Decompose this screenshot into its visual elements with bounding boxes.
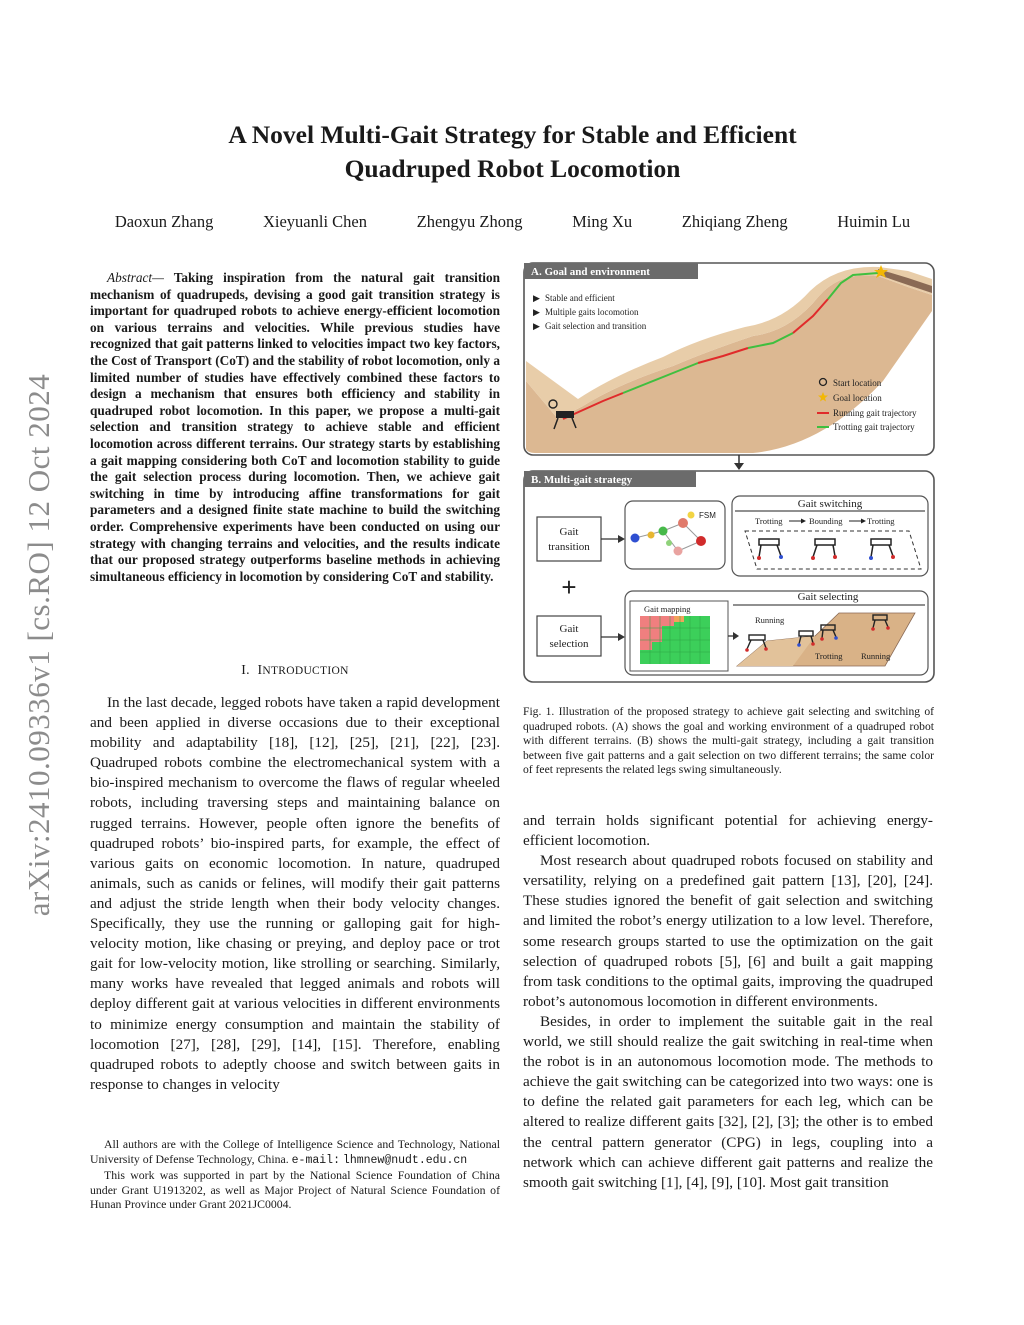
section-heading-introduction: I. INTRODUCTION [241, 662, 349, 677]
plus-sign: + [561, 572, 577, 602]
author: Zhengyu Zhong [416, 212, 523, 231]
svg-text:Goal location: Goal location [833, 393, 882, 403]
panel-a-title: A. Goal and environment [531, 266, 650, 278]
svg-text:Trotting: Trotting [815, 651, 843, 661]
fsm-label: FSM [699, 511, 716, 520]
author: Huimin Lu [837, 212, 911, 231]
title-line-2: Quadruped Robot Locomotion [344, 154, 681, 183]
panel-a-bullet: Gait selection and transition [545, 321, 647, 331]
title-line-1: A Novel Multi-Gait Strategy for Stable and Efficient [228, 120, 797, 149]
panel-b-title: B. Multi-gait strategy [531, 474, 633, 486]
svg-text:Gait: Gait [559, 623, 579, 635]
svg-text:transition: transition [548, 541, 590, 553]
author: Daoxun Zhang [114, 212, 214, 231]
paragraph: In the last decade, legged robots have taken a rapid development and been applied in diverse occasions due to their exceptional mobility and adaptability [18], [12], [25], [21], [22], [23]. Quadruped robots combine the electromechanical system with a bio-inspired mechanism to overcome the flaws of regular wheeled robots, including traversing steps and maintaining balance on rugged terrains. However, people often ignore the benefits of quadruped robots’ bio-inspired parts, for example, the effect of various gaits on economic locomotion. In nature, quadruped animals, such as canids or felines, will modify their gait patterns and adjust the stride length when their body velocity changes. Specifically, they use the running or galloping gait for high-velocity motion, like chasing or preying, and deploy pace or trot gait for low-velocity motion, like strolling or searching. Similarly, many works have revealed that legged animals and robots will deploy different gait at various velocities in different environments to minimize energy consumption and maintain the stability of locomotion [27], [28], [29], [14], [15]. Therefore, enabling quadruped robots to adeptly choose and switch between gaits in response to changes in velocity [90, 694, 500, 1093]
intro-left-column [90, 693, 500, 1095]
gait-selection-box [537, 616, 601, 656]
arxiv-id[interactable]: arXiv:2410.09336v1 [cs.RO] 12 Oct 2024 [21, 373, 56, 917]
svg-text:selection: selection [549, 638, 589, 650]
paragraph: Most research about quadruped robots focused on stability and versatility, relying on a predefined gait pattern [13], [20], [24]. These studies ignored the benefit of gait selection and switching and limited the robot’s energy utilization to a low level. Therefore, some research groups started to use the optimization on the gait selection of quadruped robots [5], [6] and built a gait mapping from task conditions to the optimal gaits, improving the quadruped robot’s autonomous locomotion in different environments. [523, 852, 933, 1010]
footnote-affiliation: All authors are with the College of Intelligence Science and Technology, National University of Defense Technology, China. e-mail: lhmnew@nudt.edu.cn [90, 1137, 500, 1167]
gait-switching-label: Gait switching [797, 498, 863, 510]
svg-text:Trotting gait trajectory: Trotting gait trajectory [833, 422, 915, 432]
svg-text:Running gait trajectory: Running gait trajectory [833, 408, 917, 418]
svg-text:Bounding: Bounding [809, 516, 843, 526]
abstract-text: Taking inspiration from the natural gait transition mechanism of quadrupeds, devising a good gait transition strategy is important for quadruped robots to achieve energy-efficient locomotion on various terrains and velocities. While previous studies have recognized that gait patterns linked to velocities impact two key factors, the Cost of Transport (CoT) and the stability of robot locomotion, only a limited number of studies have effectively combined these factors to design a mechanism that ensures both efficiency and stability in quadruped robot locomotion. In this paper, we propose a multi-gait selection and transition strategy to achieve stable and efficient locomotion across different terrains. Our strategy starts by establishing a gait mapping considering both CoT and locomotion stability to guide the gait selection process during locomotion. Then, we achieve gait switching in time by introducing affine transformations for gait parameters and a designed finite state machine to build the switching order. Comprehensive experiments have been conducted on using our strategy with changing terrains and velocities, and the results indicate that our proposed strategy outperforms baseline methods in achieving simultaneous efficiency in locomotion by considering CoT and stability. [90, 270, 500, 584]
author-list [90, 212, 935, 232]
abstract-label: Abstract [107, 270, 153, 285]
paragraph: Besides, in order to implement the suitable gait in the real world, we still should realize the gait switching in real-time when the robot is in an autonomous locomotion mode. The methods to achieve the gait switching can be categorized into two ways: one is to define the related gait parameters for each leg, which can be altered to realize different gaits [32], [2], [3]; the other is to embed the central pattern generator (CPG) in legs, coupling into a network which can achieve different gait patterns and realize the smooth gait switching [1], [4], [9], [10]. Most gait transition [523, 1012, 933, 1191]
svg-text:▶: ▶ [533, 307, 540, 317]
svg-text:Start location: Start location [833, 378, 882, 388]
svg-text:Gait: Gait [559, 526, 579, 538]
svg-text:Running: Running [861, 651, 891, 661]
intro-right-column [523, 811, 933, 1193]
svg-text:▶: ▶ [533, 293, 540, 303]
abstract: Abstract— Taking inspiration from the natural gait transition mechanism of quadrupeds, devising a good gait transition strategy is important for quadruped robots to achieve energy-efficient locomotion on various terrains and velocities. While previous studies have recognized that gait patterns linked to velocities impact two key factors, the Cost of Transport (CoT) and the stability of robot locomotion, only a limited number of studies have effectively combined these factors to design a mechanism that ensures both efficiency and stability in quadruped robot locomotion. In this paper, we propose a multi-gait selection and transition strategy to achieve stable and efficient locomotion across different terrains. Our strategy starts by establishing a gait mapping considering both CoT and locomotion stability to guide the gait selection process during locomotion. Then, we achieve gait switching in time by introducing affine transformations for gait parameters and a designed finite state machine to build the switching order. Comprehensive experiments have been conducted on using our strategy with changing terrains and velocities, and the results indicate that our proposed strategy outperforms baseline methods in achieving simultaneous efficiency in locomotion by considering CoT and stability. [90, 270, 500, 584]
paper-title [120, 118, 905, 186]
svg-text:Trotting: Trotting [867, 516, 895, 526]
author: Ming Xu [572, 212, 633, 231]
arxiv-stamp [14, 345, 64, 945]
email-link[interactable]: lhmnew@nudt.edu.cn [342, 1153, 468, 1167]
down-arrow-icon [734, 463, 744, 470]
gait-mapping-label: Gait mapping [644, 604, 691, 614]
footnote-funding: This work was supported in part by the National Science Foundation of China under Grant U1913202, as well as Major Project of Natural Science Foundation of Hunan Province under Grant 2021JC0004. [90, 1168, 500, 1212]
gait-selecting-label: Gait selecting [797, 591, 859, 603]
svg-text:Running: Running [755, 615, 785, 625]
figure-1-graphic [523, 261, 935, 684]
paragraph: and terrain holds significant potential for achieving energy-efficient locomotion. [523, 812, 933, 850]
svg-text:▶: ▶ [533, 321, 540, 331]
panel-a-bullet: Stable and efficient [545, 293, 615, 303]
switching-plane [745, 531, 921, 569]
footnotes [90, 1137, 500, 1212]
figure-1 [523, 261, 935, 684]
figure-caption: Fig. 1. Illustration of the proposed strategy to achieve gait selecting and switching of quadruped robots. (A) shows the goal and working environment of a quadruped robot with different terrains. (B) shows the multi-gait strategy, including a gait transition between five gait patterns and a gait selection on two different terrains; the same color of feet represents the related legs swing simultaneously. [523, 705, 934, 777]
panel-a-bullet: Multiple gaits locomotion [545, 307, 639, 317]
author: Xieyuanli Chen [262, 212, 367, 231]
gait-transition-box [537, 517, 601, 561]
svg-text:Trotting: Trotting [755, 516, 783, 526]
author: Zhiqiang Zheng [681, 212, 788, 231]
